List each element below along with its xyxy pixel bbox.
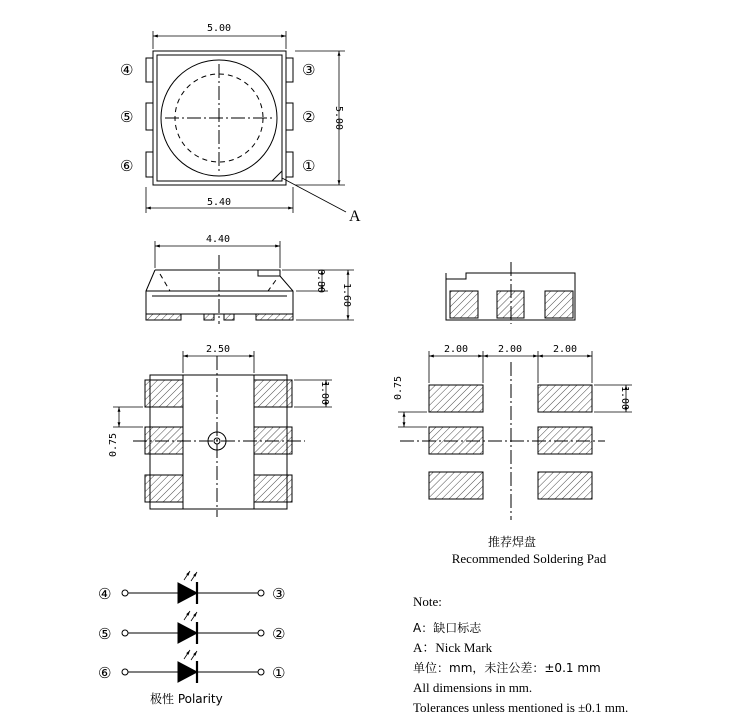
diode-row-2 xyxy=(122,611,264,644)
polarity-label: 极性 Polarity xyxy=(150,692,223,706)
dim-pad-pitch-1: 2.00 xyxy=(443,344,469,355)
bottom-view xyxy=(108,344,332,517)
polarity-pin-2: ② xyxy=(272,625,286,643)
side-pad-left xyxy=(146,314,181,320)
dim-bottom-pad-gap: 0.75 xyxy=(108,432,119,458)
notes xyxy=(413,594,628,715)
bottom-pad-4 xyxy=(145,380,183,407)
top-pad-6 xyxy=(146,152,153,177)
bottom-pad-1 xyxy=(254,475,292,502)
top-view xyxy=(120,23,361,225)
note-line-4: All dimensions in mm. xyxy=(413,680,533,695)
dim-pad-height: 1.00 xyxy=(619,385,630,411)
side-right-pad-left xyxy=(450,291,478,318)
dim-pad-gap: 0.75 xyxy=(393,375,404,401)
top-pin-label-1: ① xyxy=(302,157,316,175)
bottom-pad-6 xyxy=(145,475,183,502)
diode-row-1 xyxy=(122,571,264,604)
soldering-pad-view xyxy=(393,344,632,566)
polarity-pin-1: ① xyxy=(272,664,286,682)
top-pin-label-3: ③ xyxy=(302,61,316,79)
diode-row-3 xyxy=(122,650,264,683)
top-pad-4 xyxy=(146,58,153,82)
top-pad-5 xyxy=(146,103,153,130)
side-pad-mid-a xyxy=(204,314,214,320)
dim-top-height: 5.00 xyxy=(333,105,344,131)
nick-mark xyxy=(272,171,282,181)
dim-pad-pitch-3: 2.00 xyxy=(552,344,578,355)
dim-bottom-pad-span: 2.50 xyxy=(205,344,231,355)
solder-pad-tr xyxy=(538,385,592,412)
dim-top-overall: 5.40 xyxy=(206,197,232,208)
top-pad-1 xyxy=(286,152,293,177)
side-pad-right xyxy=(256,314,293,320)
polarity-pin-4: ④ xyxy=(98,585,112,603)
top-pin-label-5: ⑤ xyxy=(120,108,134,126)
note-line-2: A：Nick Mark xyxy=(413,640,493,655)
side-lens-dashed xyxy=(160,274,276,291)
note-line-3: 单位：mm，未注公差：±0.1 mm xyxy=(413,661,601,675)
note-line-1: A：缺口标志 xyxy=(413,621,482,635)
solder-pad-title-en: Recommended Soldering Pad xyxy=(451,551,607,566)
nick-label: A xyxy=(349,208,361,225)
solder-pad-title-cn: 推荐焊盘 xyxy=(487,535,537,549)
solder-pad-tl xyxy=(429,385,483,412)
polarity-pin-5: ⑤ xyxy=(98,625,112,643)
solder-pad-br xyxy=(538,472,592,499)
notes-heading: Note: xyxy=(413,594,442,609)
dim-side-top-width: 4.40 xyxy=(205,234,231,245)
side-right-pad-right xyxy=(545,291,573,318)
top-pin-label-2: ② xyxy=(302,108,316,126)
note-line-5: Tolerances unless mentioned is ±0.1 mm. xyxy=(413,700,629,715)
polarity-pin-3: ③ xyxy=(272,585,286,603)
top-pin-label-4: ④ xyxy=(120,61,134,79)
dim-side-total-height: 1.60 xyxy=(341,282,352,308)
polarity-pin-6: ⑥ xyxy=(98,664,112,682)
solder-pad-bl xyxy=(429,472,483,499)
side-pad-mid-b xyxy=(224,314,234,320)
dim-side-lens-height: 0.80 xyxy=(315,268,326,294)
top-pad-3 xyxy=(286,58,293,82)
top-pin-label-6: ⑥ xyxy=(120,157,134,175)
bottom-pad-3 xyxy=(254,380,292,407)
top-pad-2 xyxy=(286,103,293,130)
side-view xyxy=(146,234,354,324)
side-view-right xyxy=(446,262,575,324)
dim-pad-pitch-2: 2.00 xyxy=(497,344,523,355)
dim-bottom-pad-height: 1.00 xyxy=(319,380,330,406)
dim-top-width: 5.00 xyxy=(206,23,232,34)
polarity-diagram xyxy=(98,571,285,706)
